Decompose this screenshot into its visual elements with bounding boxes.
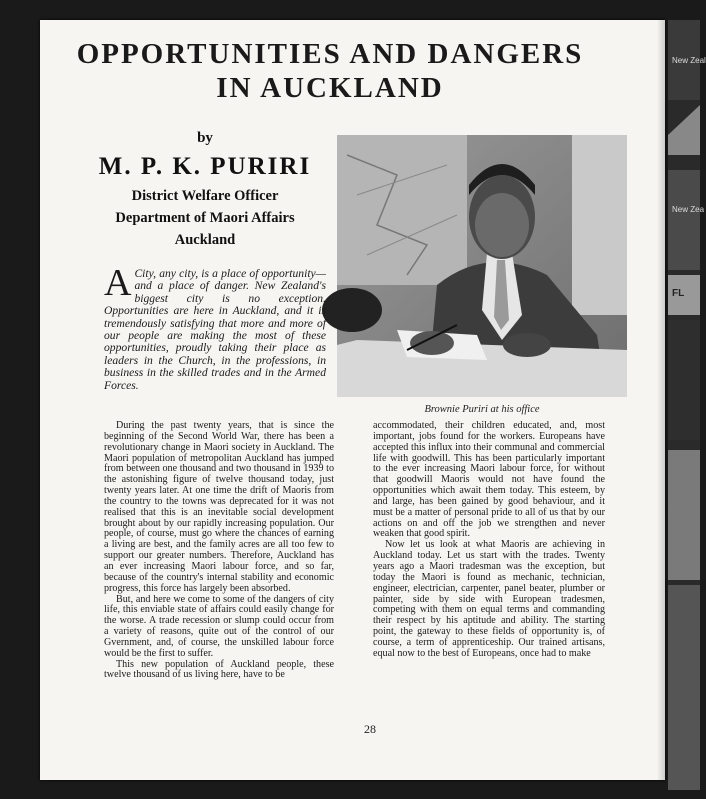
adjacent-page-strip (668, 20, 706, 790)
title-line-2: IN AUCKLAND (216, 72, 444, 104)
page-gutter-shadow (657, 20, 665, 780)
byline (70, 130, 340, 251)
author-name: M. P. K. PURIRI (98, 153, 312, 180)
author-role-line: Auckland (174, 232, 236, 248)
body-paragraph: accommodated, their children educated, and, most important, jobs found for the workers. Europeans have accepted this influx into their communal and commercial life with goodwill. This has been particularly important to the ever increasing Maori labour force, for without that goodwill Maoris would not have found the opportunities which await them today. This esteem, by and large, has been gained by good behaviour, and it must be a matter of personal pride to all of us that by our actions on and off the job we strengthen and never weaken that good spirit. (373, 420, 605, 540)
body-column-left (104, 421, 334, 681)
side-label-3: FL (672, 288, 685, 299)
intro-dropcap: A (104, 262, 132, 304)
article-title (70, 37, 590, 105)
page-number: 28 (364, 722, 376, 736)
body-column-right (373, 421, 605, 660)
intro-text: City, any city, is a place of opportunity—and a place of danger. New Zealand's biggest city is no exception. Opportunities are here in Auckland, and it is tremendously satisfying that more and more of our people are making the most of these opportunities, proudly taking their place as leaders in the Church, in the professions, in business in the skilled trades and in the Armed Forces. (104, 267, 326, 392)
side-label-2: New Zea (672, 205, 705, 214)
author-role (70, 185, 340, 251)
intro-paragraph (104, 262, 326, 392)
body-paragraph: During the past twenty years, that is since the beginning of the Second World War, there has been a revolutionary change in Maori society in Auckland. The Maori population of metropolitan Auckland has jumped from between one thousand and two thousand in 1939 to the astonishing figure of twelve thousand today, just twenty years later. At one time the drift of Maoris from the country to the towns was deprecated for it was not realised that this is an inevitable social development brought about by our rapidly increasing population. Our people, of course, must go where the chances of earning a living are best, and the family acres are all too few to support our greater numbers. Therefore, Auckland has an ever increasing Maori labour force, and so far, because of the country's internal stability and economic progress, this force has largely been absorbed. (104, 420, 334, 594)
author-role-line: Department of Maori Affairs (115, 210, 295, 226)
byline-by: by (197, 130, 213, 146)
side-label-1: New Zeal (672, 56, 706, 65)
author-photo (337, 135, 627, 397)
photo-caption: Brownie Puriri at his office (424, 404, 540, 415)
body-paragraph: Now let us look at what Maoris are achieving in Auckland today. Let us start with the trades. Twenty years ago a Maori tradesman was the exception, but today the Maori is found as mechanic, technician, engineer, electrician, carpenter, panel beater, plumber or painter, side by side with European tradesmen, competing with them on equal terms and commanding their respect by his aptitude and ability. The starting point, the gateway to these fields of opportunity is, of course, a term of apprenticeship. Our trained artisans, equal now to the best of Europeans, once had to make (373, 539, 605, 659)
author-role-line: District Welfare Officer (131, 188, 279, 204)
author-photo-illustration (337, 135, 627, 397)
title-line-1: OPPORTUNITIES AND DANGERS (76, 38, 584, 70)
body-paragraph: But, and here we come to some of the dangers of city life, this enviable state of affairs could easily change for the worse. A trade recession or slump could occur from a variety of reasons, quite out of the control of our Gvernment, and, of course, the unskilled labour force would be the first to suffer. (104, 593, 334, 659)
body-paragraph: This new population of Auckland people, these twelve thousand of us living here, have to be (104, 658, 334, 681)
